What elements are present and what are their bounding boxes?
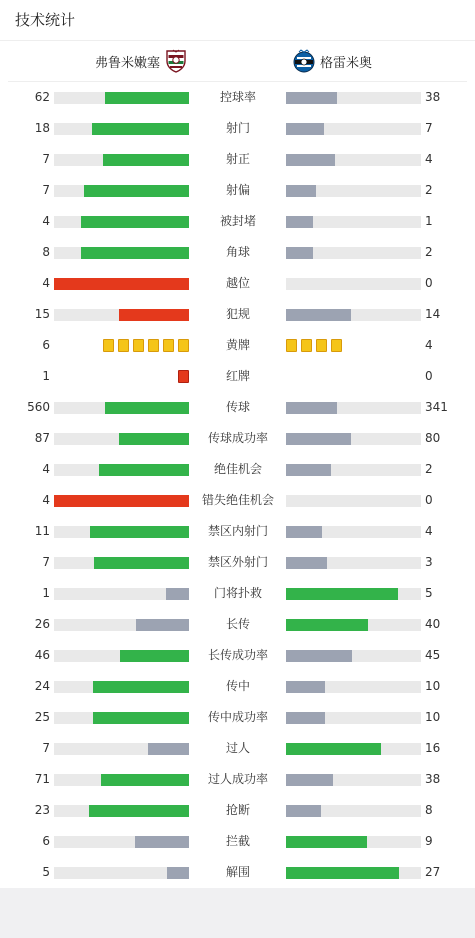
yellow-card-icon bbox=[331, 339, 342, 352]
home-stat-value: 4 bbox=[42, 493, 50, 507]
home-stat-bar bbox=[54, 557, 189, 569]
home-stat-value: 7 bbox=[42, 555, 50, 569]
home-stat-bar-fill bbox=[94, 557, 189, 569]
away-stat-bar bbox=[286, 867, 421, 879]
stat-row bbox=[0, 454, 475, 485]
stat-label: 传球 bbox=[225, 400, 250, 414]
stat-label: 被封堵 bbox=[219, 214, 256, 228]
home-stat-bar-fill bbox=[93, 681, 189, 693]
home-stat-bar bbox=[54, 836, 189, 848]
home-stat-value: 18 bbox=[34, 121, 50, 135]
yellow-card-icon bbox=[301, 339, 312, 352]
away-stat-value: 45 bbox=[425, 648, 441, 662]
stat-row bbox=[0, 361, 475, 392]
away-stat-bar-fill bbox=[286, 247, 313, 259]
home-stat-bar bbox=[54, 743, 189, 755]
home-stat-bar-fill bbox=[90, 526, 189, 538]
away-stat-value: 7 bbox=[425, 121, 433, 135]
stat-row bbox=[0, 702, 475, 733]
home-stat-bar-fill bbox=[54, 278, 189, 290]
home-team[interactable] bbox=[95, 41, 187, 81]
away-stat-bar bbox=[286, 557, 421, 569]
stat-row bbox=[0, 795, 475, 826]
stat-label: 抢断 bbox=[225, 803, 250, 817]
home-stat-value: 7 bbox=[42, 183, 50, 197]
away-team[interactable] bbox=[293, 41, 372, 81]
away-stat-bar-fill bbox=[286, 867, 399, 879]
away-stat-bar bbox=[286, 278, 421, 290]
away-stat-bar-fill bbox=[286, 309, 351, 321]
home-stat-value: 23 bbox=[34, 803, 50, 817]
home-stat-value: 4 bbox=[42, 276, 50, 290]
away-stat-bar bbox=[286, 495, 421, 507]
gremio-crest-icon bbox=[293, 49, 315, 73]
stat-row bbox=[0, 144, 475, 175]
away-stat-value: 2 bbox=[425, 183, 433, 197]
away-stat-bar bbox=[286, 774, 421, 786]
home-stat-bar bbox=[54, 774, 189, 786]
away-stat-value: 80 bbox=[425, 431, 441, 445]
home-stat-bar-fill bbox=[167, 867, 189, 879]
stat-row bbox=[0, 826, 475, 857]
away-stat-bar bbox=[286, 805, 421, 817]
away-cards bbox=[286, 339, 342, 352]
home-stat-bar-fill bbox=[92, 123, 189, 135]
red-card-icon bbox=[178, 370, 189, 383]
away-stat-value: 8 bbox=[425, 803, 433, 817]
away-stat-bar bbox=[286, 216, 421, 228]
home-stat-value: 8 bbox=[42, 245, 50, 259]
home-cards bbox=[178, 370, 189, 383]
stat-row bbox=[0, 268, 475, 299]
away-stat-bar bbox=[286, 743, 421, 755]
stat-row bbox=[0, 516, 475, 547]
away-stat-bar bbox=[286, 681, 421, 693]
away-stat-bar-fill bbox=[286, 774, 333, 786]
away-stat-bar-fill bbox=[286, 464, 331, 476]
away-stat-bar-fill bbox=[286, 185, 316, 197]
stat-label: 红牌 bbox=[225, 369, 250, 383]
home-stat-bar-fill bbox=[93, 712, 189, 724]
stat-label: 门将扑救 bbox=[213, 586, 262, 600]
home-team-name: 弗鲁米嫩塞 bbox=[94, 55, 160, 71]
home-stat-bar bbox=[54, 185, 189, 197]
yellow-card-icon bbox=[118, 339, 129, 352]
home-stat-bar bbox=[54, 588, 189, 600]
yellow-card-icon bbox=[163, 339, 174, 352]
away-stat-value: 0 bbox=[425, 493, 433, 507]
away-stat-value: 10 bbox=[425, 710, 441, 724]
stat-label: 长传成功率 bbox=[207, 648, 268, 662]
stat-row bbox=[0, 206, 475, 237]
away-stat-value: 5 bbox=[425, 586, 433, 600]
home-stat-value: 15 bbox=[34, 307, 50, 321]
home-stat-bar-fill bbox=[105, 92, 189, 104]
stat-label: 射门 bbox=[225, 121, 250, 135]
home-stat-bar-fill bbox=[148, 743, 189, 755]
stat-row bbox=[0, 733, 475, 764]
stat-row bbox=[0, 857, 475, 888]
away-stat-bar bbox=[286, 619, 421, 631]
home-stat-bar-fill bbox=[81, 216, 189, 228]
away-stat-value: 0 bbox=[425, 369, 433, 383]
home-stat-bar-fill bbox=[119, 433, 189, 445]
home-stat-value: 6 bbox=[42, 834, 50, 848]
home-stat-bar bbox=[54, 278, 189, 290]
stat-label: 角球 bbox=[225, 245, 250, 259]
away-stat-value: 9 bbox=[425, 834, 433, 848]
away-team-name: 格雷米奥 bbox=[320, 55, 373, 71]
stat-label: 传中成功率 bbox=[207, 710, 268, 724]
stat-label: 过人成功率 bbox=[207, 772, 268, 786]
away-stat-bar-fill bbox=[286, 433, 351, 445]
away-stat-value: 38 bbox=[425, 90, 441, 104]
away-stat-value: 27 bbox=[425, 865, 441, 879]
home-stat-bar bbox=[54, 154, 189, 166]
away-stat-bar bbox=[286, 433, 421, 445]
away-stat-value: 0 bbox=[425, 276, 433, 290]
home-stat-value: 560 bbox=[27, 400, 50, 414]
home-stat-bar bbox=[54, 681, 189, 693]
stat-row bbox=[0, 392, 475, 423]
away-stat-bar bbox=[286, 92, 421, 104]
stat-row bbox=[0, 113, 475, 144]
stat-label: 禁区内射门 bbox=[207, 524, 268, 538]
away-stat-value: 3 bbox=[425, 555, 433, 569]
away-stat-bar bbox=[286, 402, 421, 414]
stat-label: 控球率 bbox=[219, 90, 256, 104]
home-stat-value: 4 bbox=[42, 462, 50, 476]
yellow-card-icon bbox=[286, 339, 297, 352]
home-stat-bar bbox=[54, 92, 189, 104]
away-stat-value: 16 bbox=[425, 741, 441, 755]
stat-label: 禁区外射门 bbox=[207, 555, 268, 569]
away-stat-value: 4 bbox=[425, 152, 433, 166]
home-stat-value: 26 bbox=[34, 617, 50, 631]
home-stat-bar-fill bbox=[166, 588, 189, 600]
home-stat-bar-fill bbox=[54, 495, 189, 507]
away-stat-bar-fill bbox=[286, 526, 322, 538]
page-title: 技术统计 bbox=[0, 0, 475, 41]
away-stat-bar bbox=[286, 154, 421, 166]
home-stat-bar bbox=[54, 309, 189, 321]
away-stat-bar-fill bbox=[286, 619, 368, 631]
yellow-card-icon bbox=[148, 339, 159, 352]
home-stat-bar-fill bbox=[81, 247, 189, 259]
stat-row bbox=[0, 175, 475, 206]
home-stat-bar bbox=[54, 495, 189, 507]
yellow-card-icon bbox=[103, 339, 114, 352]
home-stat-bar bbox=[54, 867, 189, 879]
home-stat-bar-fill bbox=[99, 464, 189, 476]
home-stat-value: 7 bbox=[42, 152, 50, 166]
stat-row bbox=[0, 485, 475, 516]
stat-label: 黄牌 bbox=[225, 338, 250, 352]
stat-label: 绝佳机会 bbox=[213, 462, 262, 476]
stat-row bbox=[0, 330, 475, 361]
stat-label: 解围 bbox=[225, 865, 250, 879]
home-stat-bar bbox=[54, 526, 189, 538]
away-stat-bar bbox=[286, 464, 421, 476]
away-stat-value: 2 bbox=[425, 462, 433, 476]
home-stat-bar bbox=[54, 402, 189, 414]
home-stat-bar bbox=[54, 247, 189, 259]
home-stat-bar bbox=[54, 433, 189, 445]
teams-header bbox=[8, 41, 467, 82]
away-stat-bar bbox=[286, 588, 421, 600]
away-stat-bar-fill bbox=[286, 557, 327, 569]
stat-row bbox=[0, 82, 475, 113]
away-stat-bar bbox=[286, 526, 421, 538]
stat-row bbox=[0, 578, 475, 609]
home-stat-value: 87 bbox=[34, 431, 50, 445]
away-stat-bar bbox=[286, 309, 421, 321]
home-stat-bar bbox=[54, 216, 189, 228]
away-stat-value: 1 bbox=[425, 214, 433, 228]
stat-label: 拦截 bbox=[225, 834, 250, 848]
home-stat-value: 1 bbox=[42, 586, 50, 600]
stat-row bbox=[0, 423, 475, 454]
away-stat-value: 10 bbox=[425, 679, 441, 693]
away-stat-value: 40 bbox=[425, 617, 441, 631]
stat-row bbox=[0, 640, 475, 671]
away-stat-bar-fill bbox=[286, 123, 324, 135]
home-stat-value: 71 bbox=[34, 772, 50, 786]
home-stat-bar bbox=[54, 712, 189, 724]
home-cards bbox=[103, 339, 189, 352]
fluminense-crest-icon bbox=[165, 49, 187, 73]
home-stat-value: 24 bbox=[34, 679, 50, 693]
yellow-card-icon bbox=[133, 339, 144, 352]
stats-list bbox=[0, 82, 475, 888]
home-stat-value: 6 bbox=[42, 338, 50, 352]
away-stat-bar-fill bbox=[286, 836, 367, 848]
away-stat-value: 14 bbox=[425, 307, 441, 321]
home-stat-value: 46 bbox=[34, 648, 50, 662]
home-stat-bar-fill bbox=[136, 619, 189, 631]
stat-label: 越位 bbox=[225, 276, 250, 290]
home-stat-bar bbox=[54, 123, 189, 135]
stat-row bbox=[0, 547, 475, 578]
home-stat-value: 25 bbox=[34, 710, 50, 724]
stat-label: 错失绝佳机会 bbox=[201, 493, 274, 507]
yellow-card-icon bbox=[178, 339, 189, 352]
stat-label: 射正 bbox=[225, 152, 250, 166]
away-stat-bar bbox=[286, 712, 421, 724]
yellow-card-icon bbox=[316, 339, 327, 352]
home-stat-bar-fill bbox=[101, 774, 189, 786]
away-stat-bar bbox=[286, 836, 421, 848]
away-stat-bar-fill bbox=[286, 743, 381, 755]
away-stat-bar-fill bbox=[286, 92, 337, 104]
home-stat-bar-fill bbox=[89, 805, 189, 817]
home-stat-bar bbox=[54, 805, 189, 817]
away-stat-bar-fill bbox=[286, 712, 325, 724]
away-stat-value: 4 bbox=[425, 524, 433, 538]
stat-row bbox=[0, 237, 475, 268]
away-stat-value: 38 bbox=[425, 772, 441, 786]
home-stat-bar-fill bbox=[135, 836, 189, 848]
away-stat-bar-fill bbox=[286, 216, 313, 228]
home-stat-value: 7 bbox=[42, 741, 50, 755]
stat-label: 传中 bbox=[225, 679, 250, 693]
away-stat-bar-fill bbox=[286, 588, 398, 600]
home-stat-value: 5 bbox=[42, 865, 50, 879]
stat-label: 犯规 bbox=[225, 307, 250, 321]
away-stat-bar-fill bbox=[286, 154, 335, 166]
stat-label: 传球成功率 bbox=[207, 431, 268, 445]
home-stat-bar-fill bbox=[84, 185, 189, 197]
home-stat-bar bbox=[54, 464, 189, 476]
home-stat-bar-fill bbox=[105, 402, 189, 414]
away-stat-value: 2 bbox=[425, 245, 433, 259]
away-stat-bar-fill bbox=[286, 402, 337, 414]
away-stat-value: 4 bbox=[425, 338, 433, 352]
away-stat-bar bbox=[286, 123, 421, 135]
home-stat-bar bbox=[54, 619, 189, 631]
stat-label: 长传 bbox=[225, 617, 250, 631]
stat-row bbox=[0, 299, 475, 330]
home-stat-value: 1 bbox=[42, 369, 50, 383]
stat-label: 过人 bbox=[225, 741, 250, 755]
away-stat-bar bbox=[286, 247, 421, 259]
stat-row bbox=[0, 764, 475, 795]
home-stat-value: 62 bbox=[34, 90, 50, 104]
stat-label: 射偏 bbox=[225, 183, 250, 197]
home-stat-bar-fill bbox=[103, 154, 189, 166]
home-stat-value: 4 bbox=[42, 214, 50, 228]
away-stat-bar bbox=[286, 650, 421, 662]
away-stat-bar-fill bbox=[286, 805, 321, 817]
stat-row bbox=[0, 671, 475, 702]
away-stat-bar-fill bbox=[286, 681, 325, 693]
home-stat-bar-fill bbox=[119, 309, 189, 321]
home-stat-bar bbox=[54, 650, 189, 662]
home-stat-value: 11 bbox=[34, 524, 50, 538]
stat-row bbox=[0, 609, 475, 640]
away-stat-bar-fill bbox=[286, 650, 352, 662]
away-stat-value: 341 bbox=[425, 400, 448, 414]
away-stat-bar bbox=[286, 185, 421, 197]
home-stat-bar-fill bbox=[120, 650, 189, 662]
